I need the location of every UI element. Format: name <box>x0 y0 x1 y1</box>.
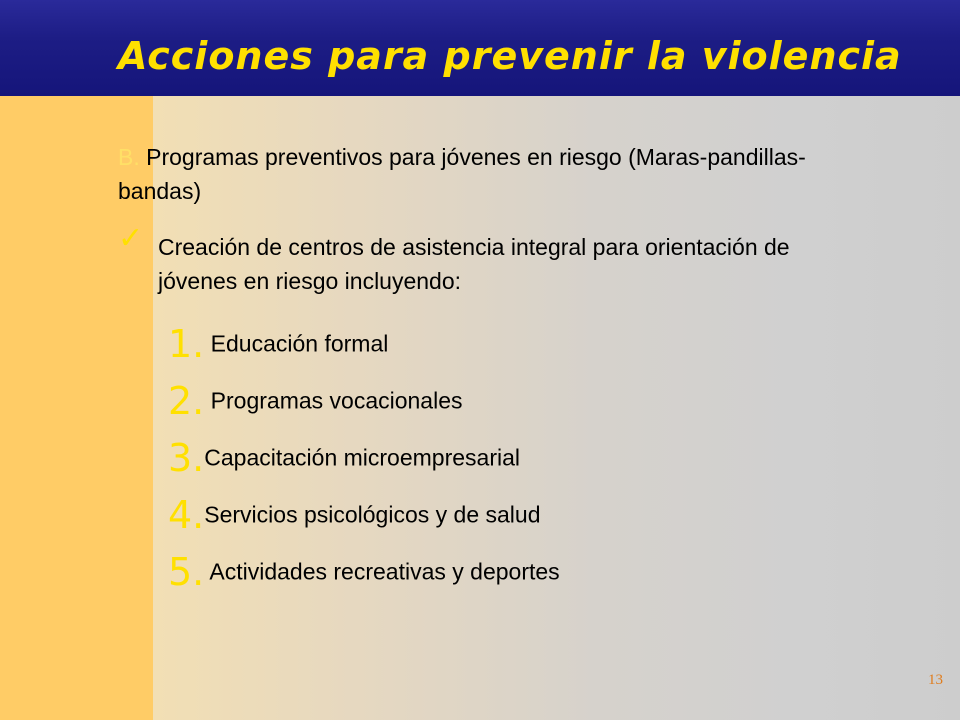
list-item-text: Actividades recreativas y deportes <box>204 558 560 585</box>
list-number: 3. <box>168 436 205 480</box>
section-heading-text: Programas preventivos para jóvenes en riesgo (Maras-pandillas-bandas) <box>118 144 806 204</box>
list-item-text: Servicios psicológicos y de salud <box>204 501 541 528</box>
list-item-text: Programas vocacionales <box>204 387 463 414</box>
list-number: 5. <box>168 550 205 594</box>
list-item <box>168 322 560 379</box>
page-number: 13 <box>928 672 943 688</box>
list-number: 1. <box>168 322 205 366</box>
list-item <box>168 436 560 493</box>
list-item <box>168 379 560 436</box>
list-item <box>168 493 560 550</box>
numbered-list <box>168 322 560 607</box>
list-item-text: Educación formal <box>204 330 389 357</box>
slide-title: Acciones para prevenir la violencia <box>118 34 902 78</box>
list-number: 2. <box>168 379 205 423</box>
list-item-text: Capacitación microempresarial <box>204 444 520 471</box>
checkmark-icon: ✓ <box>118 221 144 256</box>
section-letter: B. <box>118 144 140 170</box>
list-item <box>168 550 560 607</box>
checkmark-bullet-text: Creación de centros de asistencia integral para orientación de jóvenes en riesgo incluyendo: <box>158 234 790 294</box>
section-heading <box>118 140 838 208</box>
list-number: 4. <box>168 493 205 537</box>
